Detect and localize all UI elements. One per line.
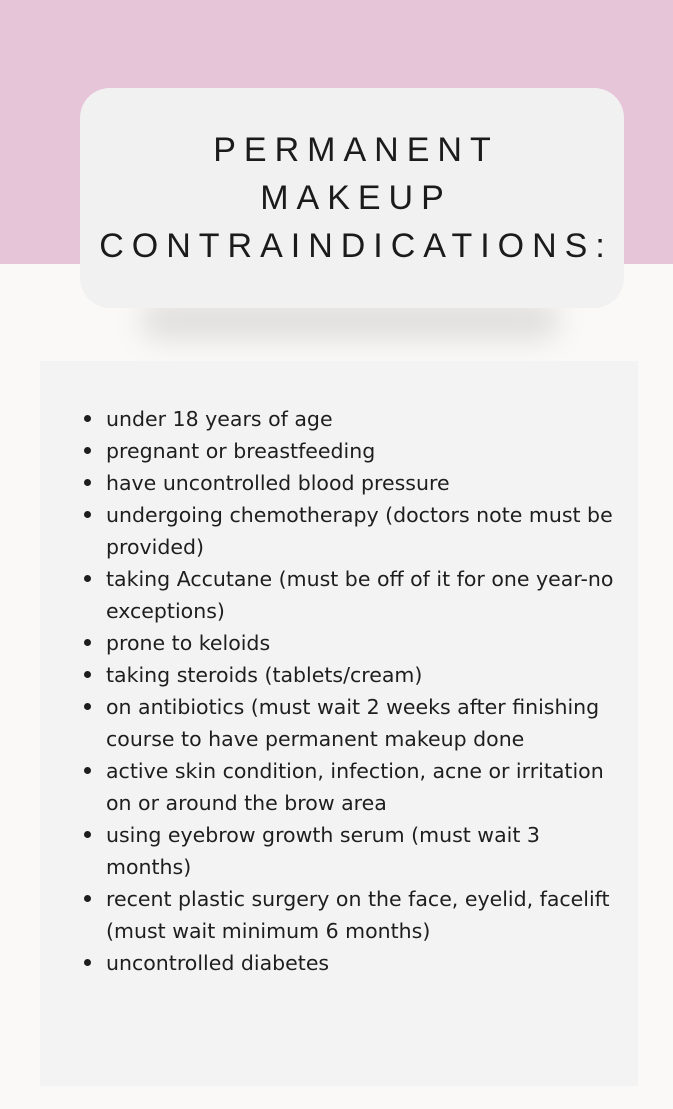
bullet-icon (84, 671, 91, 678)
list-item (88, 691, 628, 755)
title-line-1: PERMANENT (213, 131, 499, 169)
list-item-text: recent plastic surgery on the face, eyelid, facelift (must wait minimum 6 months) (106, 887, 610, 943)
list-item (88, 435, 628, 467)
page-title (91, 126, 613, 270)
list-item (88, 403, 628, 435)
list-item-text: have uncontrolled blood pressure (106, 471, 450, 495)
bullet-icon (84, 479, 91, 486)
list-item-text: taking Accutane (must be off of it for one year-no exceptions) (106, 567, 614, 623)
list-item-text: taking steroids (tablets/cream) (106, 663, 423, 687)
title-card (80, 88, 624, 308)
bullet-icon (84, 415, 91, 422)
list-item (88, 627, 628, 659)
title-line-2: MAKEUP (260, 179, 452, 217)
bullet-icon (84, 831, 91, 838)
bullet-icon (84, 767, 91, 774)
bullet-icon (84, 511, 91, 518)
bullet-icon (84, 639, 91, 646)
list-item-text: uncontrolled diabetes (106, 951, 330, 975)
list-item-text: pregnant or breastfeeding (106, 439, 376, 463)
title-line-3: CONTRAINDICATIONS: (99, 227, 613, 265)
bullet-icon (84, 447, 91, 454)
list-item-text: prone to keloids (106, 631, 271, 655)
bullet-icon (84, 959, 91, 966)
list-item (88, 755, 628, 819)
list-item (88, 467, 628, 499)
list-item-text: active skin condition, infection, acne or irritation on or around the brow area (106, 759, 604, 815)
list-item (88, 563, 628, 627)
list-item-text: under 18 years of age (106, 407, 333, 431)
list-item (88, 819, 628, 883)
list-item-text: on antibiotics (must wait 2 weeks after finishing course to have permanent makeup done (106, 695, 600, 751)
list-item (88, 883, 628, 947)
contraindications-panel (40, 361, 638, 1086)
contraindications-list (88, 403, 628, 979)
list-item-text: using eyebrow growth serum (must wait 3 months) (106, 823, 540, 879)
bullet-icon (84, 575, 91, 582)
bullet-icon (84, 703, 91, 710)
list-item (88, 499, 628, 563)
list-item (88, 947, 628, 979)
list-item-text: undergoing chemotherapy (doctors note must be provided) (106, 503, 613, 559)
bullet-icon (84, 895, 91, 902)
list-item (88, 659, 628, 691)
